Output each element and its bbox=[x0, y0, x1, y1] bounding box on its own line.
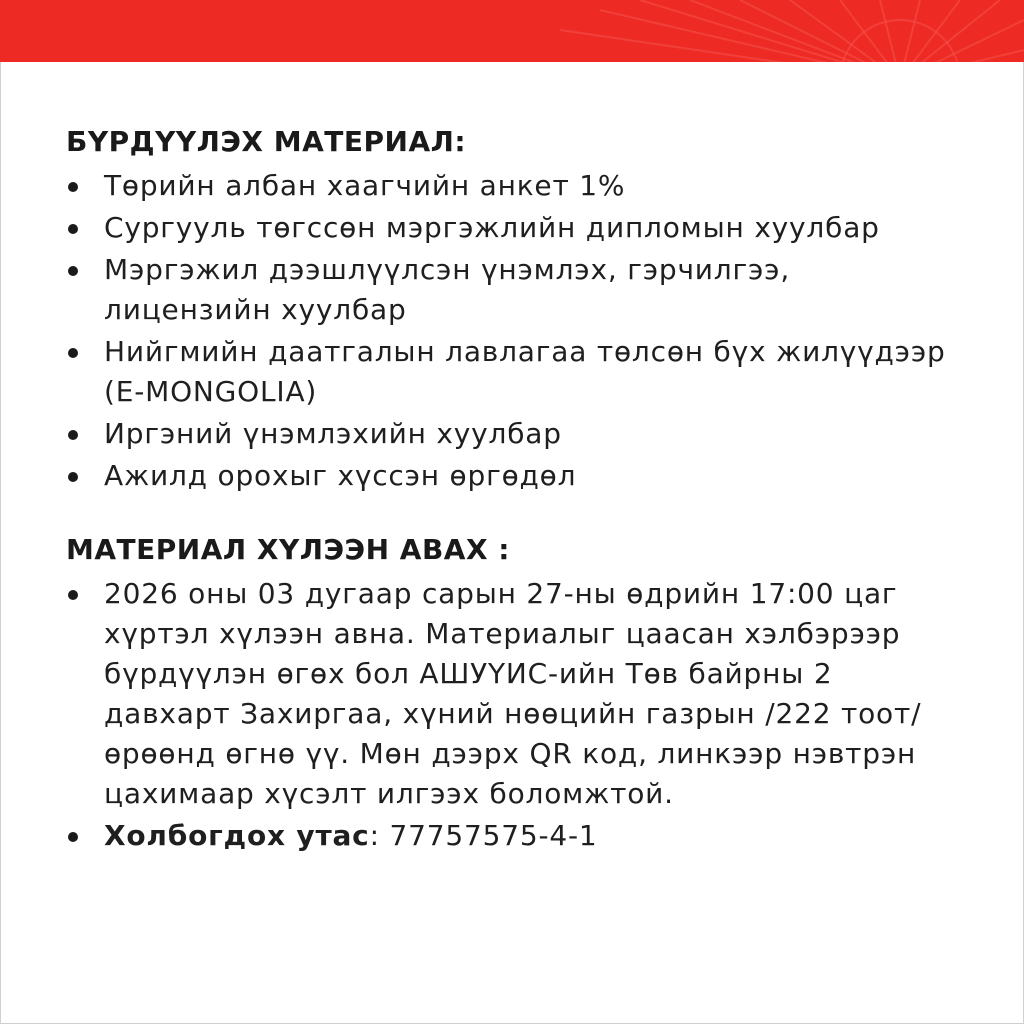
list-item bbox=[66, 250, 966, 330]
list-item bbox=[66, 414, 966, 454]
list-item-text: Сургууль төгссөн мэргэжлийн дипломын хуулбар bbox=[104, 211, 880, 244]
list-item bbox=[66, 456, 966, 496]
bullet-icon bbox=[68, 182, 78, 192]
banner-sunburst-pattern bbox=[0, 0, 1024, 62]
contact-phone: 77757575-4-1 bbox=[379, 819, 598, 852]
required-materials-heading: БҮРДҮҮЛЭХ МАТЕРИАЛ: bbox=[66, 125, 467, 158]
bullet-icon bbox=[68, 348, 78, 358]
list-item-text: 2026 оны 03 дугаар сарын 27-ны өдрийн 17:00 цаг хүртэл хүлээн авна. Материалыг цаасан хэлбэрээр бүрдүүлэн өгөх бол АШУҮИС-ийн Төв байрны 2 давхарт Захиргаа, хүний нөөцийн газрын /222 тоот/ өрөөнд өгнө үү. Мөн дээрх QR код, линкээр нэвтрэн цахимаар хүсэлт илгээх боломжтой. bbox=[104, 577, 922, 810]
list-item-text: Иргэний үнэмлэхийн хуулбар bbox=[104, 417, 562, 450]
submission-heading: МАТЕРИАЛ ХҮЛЭЭН АВАХ : bbox=[66, 533, 511, 566]
required-materials-section bbox=[66, 124, 966, 496]
bullet-icon bbox=[68, 472, 78, 482]
bullet-icon bbox=[68, 224, 78, 234]
submission-list bbox=[66, 574, 966, 856]
contact-item bbox=[66, 816, 966, 856]
list-item bbox=[66, 208, 966, 248]
bullet-icon bbox=[68, 590, 78, 600]
list-item bbox=[66, 574, 966, 814]
document-content bbox=[66, 124, 966, 858]
list-item bbox=[66, 166, 966, 206]
list-item-text: Төрийн албан хаагчийн анкет 1% bbox=[104, 169, 626, 202]
list-item-text: Мэргэжил дээшлүүлсэн үнэмлэх, гэрчилгээ, лицензийн хуулбар bbox=[104, 253, 791, 326]
contact-label: Холбогдох утас bbox=[104, 819, 370, 852]
list-item bbox=[66, 332, 966, 412]
bullet-icon bbox=[68, 430, 78, 440]
required-materials-list bbox=[66, 166, 966, 496]
list-item-text: Нийгмийн даатгалын лавлагаа төлсөн бүх жилүүдээр (E-MONGOLIA) bbox=[104, 335, 946, 408]
contact-separator: : bbox=[369, 819, 380, 852]
top-banner bbox=[0, 0, 1024, 62]
submission-section bbox=[66, 532, 966, 856]
bullet-icon bbox=[68, 832, 78, 842]
bullet-icon bbox=[68, 266, 78, 276]
list-item-text: Ажилд орохыг хүссэн өргөдөл bbox=[104, 459, 577, 492]
